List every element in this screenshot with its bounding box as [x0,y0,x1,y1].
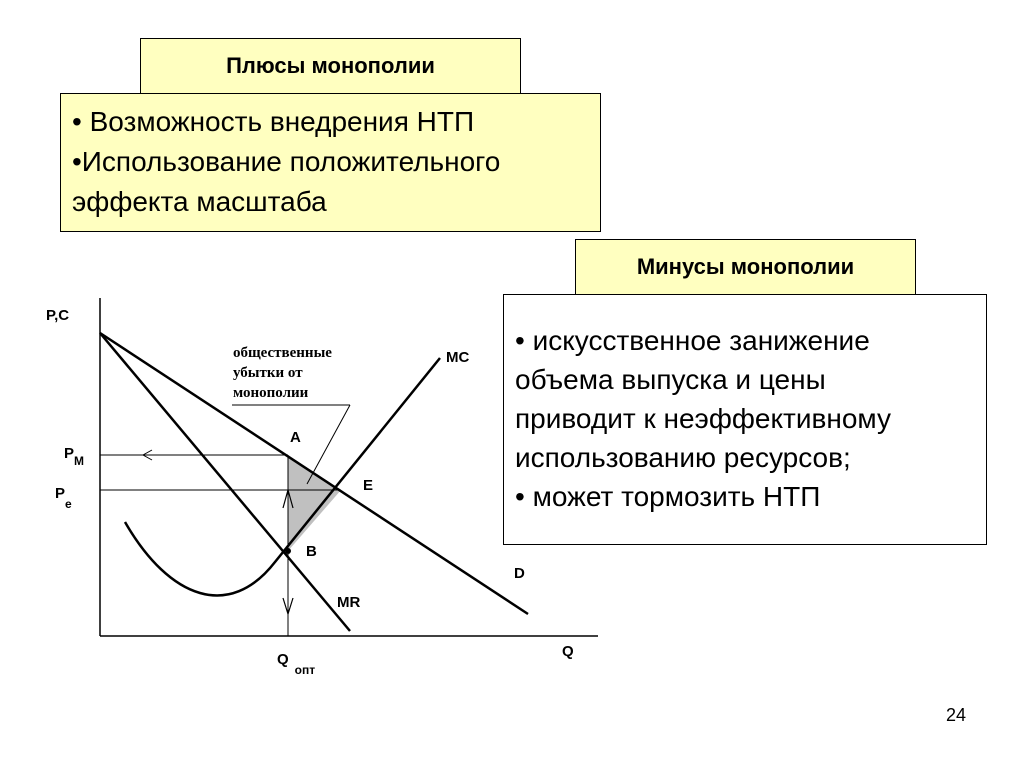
cons-line: • может тормозить НТП [515,481,821,512]
point-b-dot [285,548,291,554]
pros-line: • Возможность внедрения НТП [72,106,475,137]
pe-subscript: e [65,497,72,511]
pm-subscript: M [74,454,85,468]
annotation-line: убытки от [233,365,303,381]
pe-letter: P [55,485,66,502]
mc-label: MC [446,349,470,366]
annotation-line: монополии [233,385,309,401]
annotation-text [233,345,336,401]
cons-title: Минусы монополии [636,254,855,279]
left-arrow-icon [143,450,172,460]
d-label: D [514,565,525,582]
annotation-pointer [307,405,350,484]
qopt-label [277,651,315,677]
x-axis-label: Q [562,643,574,660]
qopt-letter: Q [277,651,289,668]
point-a-label: A [290,429,301,446]
point-b-label: B [306,543,317,560]
page-number: 24 [945,705,966,725]
cons-line: использованию ресурсов; [515,442,851,473]
pm-letter: P [64,445,75,462]
pros-line: •Использование положительного [72,146,501,177]
pros-title: Плюсы монополии [226,53,435,78]
pm-label [64,445,84,468]
mr-label: MR [337,594,361,611]
cons-line: • искусственное занижение [515,325,870,356]
y-axis-label: P,C [46,307,70,324]
pe-label [55,485,72,511]
cons-line: приводит к неэффективному [515,403,891,434]
annotation-line: общественные [233,345,332,361]
pros-line: эффекта масштаба [72,186,327,217]
qopt-subscript: опт [294,663,316,677]
point-e-label: E [363,477,374,494]
cons-line: объема выпуска и цены [515,364,826,395]
